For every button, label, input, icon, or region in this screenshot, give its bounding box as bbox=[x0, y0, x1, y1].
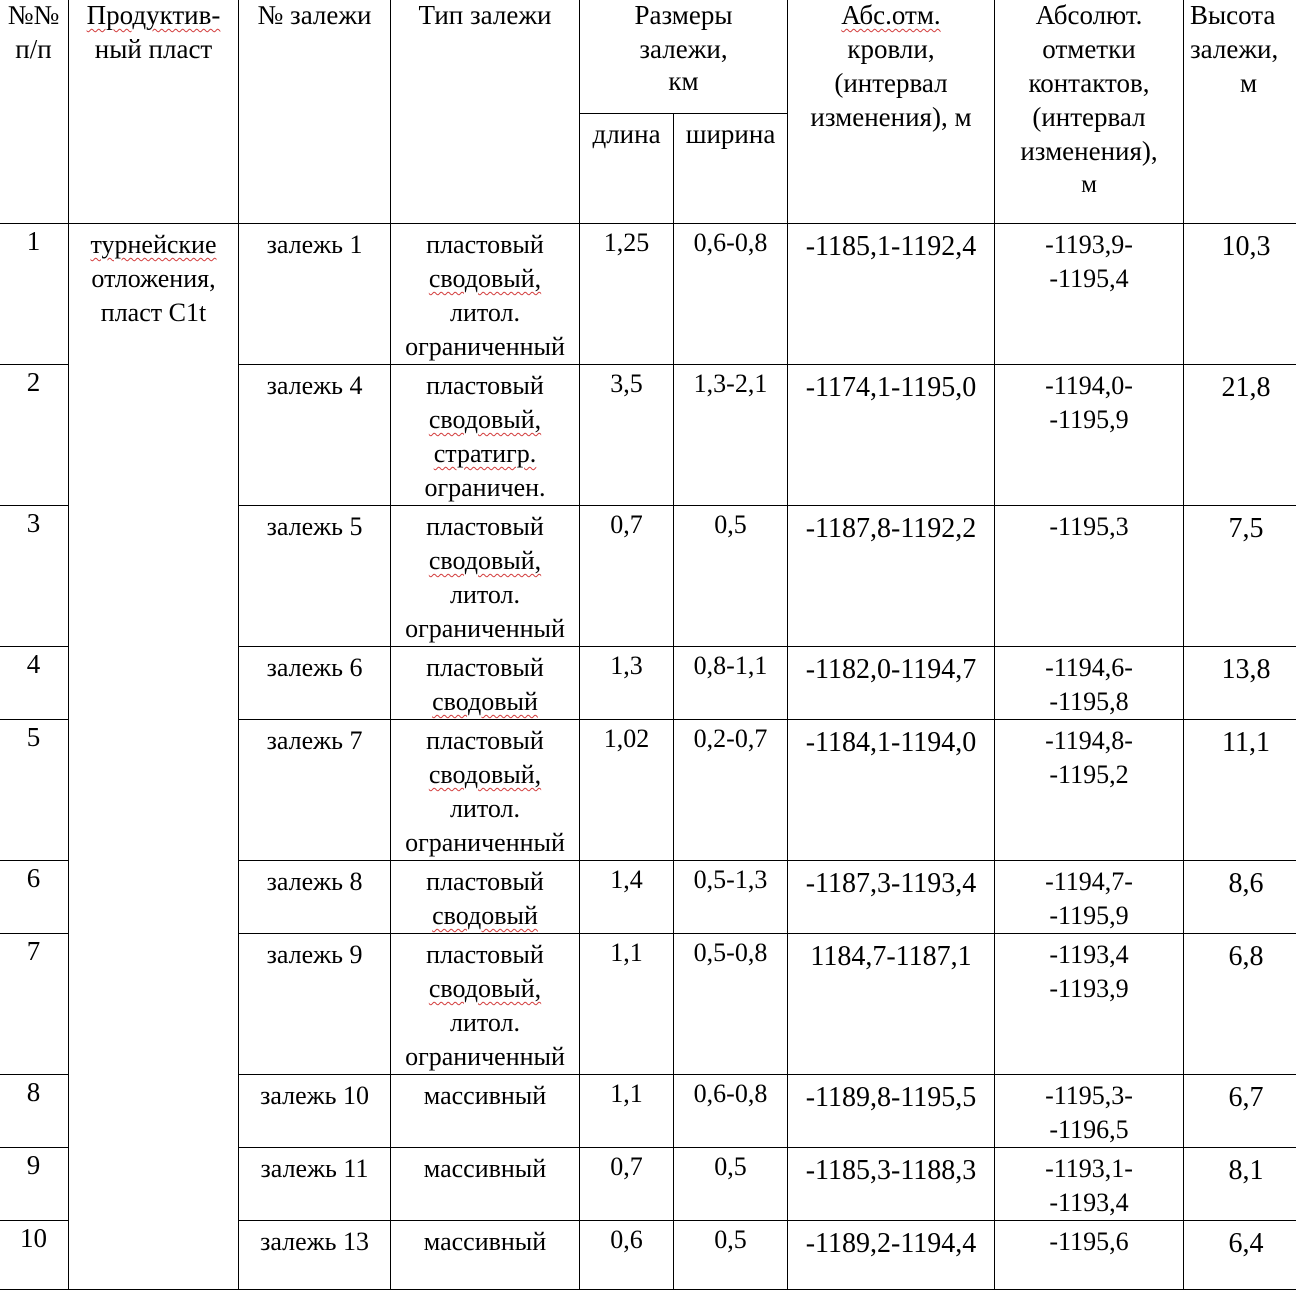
deposit-height: 13,8 bbox=[1184, 647, 1296, 720]
roof-elevation: 1184,7-1187,1 bbox=[788, 934, 995, 1075]
deposit-type-line: сводовый, bbox=[391, 972, 579, 1006]
row-number: 9 bbox=[0, 1148, 69, 1221]
contact-elevation-line: -1195,4 bbox=[995, 262, 1183, 296]
deposit-height: 6,8 bbox=[1184, 934, 1296, 1075]
deposit-name: залежь 9 bbox=[239, 934, 391, 1075]
contact-elevation-line: -1195,9 bbox=[995, 899, 1183, 933]
deposit-type-line bbox=[391, 1006, 579, 1040]
deposit-type-line: пластовый bbox=[391, 369, 579, 403]
roof-elevation: -1184,1-1194,0 bbox=[788, 720, 995, 861]
row-number: 3 bbox=[0, 506, 69, 647]
table-row bbox=[0, 224, 1296, 365]
header-col-height bbox=[1184, 0, 1296, 224]
header-col-contacts-line5: изменения), bbox=[995, 134, 1183, 168]
contact-elevation bbox=[995, 1148, 1184, 1221]
deposit-name: залежь 11 bbox=[239, 1148, 391, 1221]
header-col-roof-line1: Абс.отм. bbox=[788, 0, 994, 32]
contact-elevation bbox=[995, 720, 1184, 861]
deposit-height: 10,3 bbox=[1184, 224, 1296, 365]
header-col-size-line3: км bbox=[580, 66, 787, 96]
deposit-type-line bbox=[391, 792, 579, 826]
deposit-name: залежь 5 bbox=[239, 506, 391, 647]
deposit-type bbox=[391, 647, 580, 720]
contact-elevation-line: -1195,9 bbox=[995, 403, 1183, 437]
header-col-layer-line2: ный пласт bbox=[69, 32, 238, 66]
header-col-layer-line1: Продуктив- bbox=[69, 0, 238, 32]
contact-elevation bbox=[995, 365, 1184, 506]
contact-elevation-line: -1194,6- bbox=[995, 651, 1183, 685]
deposit-type-line: сводовый, bbox=[391, 758, 579, 792]
deposit-type-word: стратигр. bbox=[434, 439, 537, 468]
deposit-type bbox=[391, 720, 580, 861]
deposit-length: 3,5 bbox=[580, 365, 674, 506]
contact-elevation bbox=[995, 861, 1184, 934]
roof-elevation: -1189,2-1194,4 bbox=[788, 1221, 995, 1290]
header-col-roof bbox=[788, 0, 995, 224]
header-col-roof-line3: (интервал bbox=[788, 66, 994, 100]
deposit-type-line bbox=[391, 296, 579, 330]
table-body bbox=[0, 224, 1296, 1290]
roof-elevation: -1182,0-1194,7 bbox=[788, 647, 995, 720]
deposit-type-line: ограничен. bbox=[391, 471, 579, 505]
contact-elevation-line: -1193,1- bbox=[995, 1152, 1183, 1186]
contact-elevation-line: -1195,8 bbox=[995, 685, 1183, 719]
header-col-roof-line4: изменения), м bbox=[788, 100, 994, 134]
productive-layer-line: отложения, bbox=[69, 262, 238, 296]
deposit-length: 0,7 bbox=[580, 506, 674, 647]
header-col-contacts-line4: (интервал bbox=[995, 100, 1183, 134]
contact-elevation bbox=[995, 224, 1184, 365]
deposit-height: 6,7 bbox=[1184, 1075, 1296, 1148]
deposit-type-word: литол. bbox=[450, 580, 520, 609]
deposit-width: 0,2-0,7 bbox=[674, 720, 788, 861]
header-col-contacts-line1: Абсолют. bbox=[995, 0, 1183, 32]
roof-elevation: -1187,8-1192,2 bbox=[788, 506, 995, 647]
contact-elevation-line: -1193,4 bbox=[995, 1186, 1183, 1220]
deposit-width: 0,5 bbox=[674, 1221, 788, 1290]
deposit-height: 21,8 bbox=[1184, 365, 1296, 506]
deposit-type bbox=[391, 506, 580, 647]
row-number: 4 bbox=[0, 647, 69, 720]
deposit-type-line: пластовый bbox=[391, 228, 579, 262]
header-col-size-line1: Размеры bbox=[580, 0, 787, 32]
deposit-width: 0,5-1,3 bbox=[674, 861, 788, 934]
deposit-type bbox=[391, 1221, 580, 1290]
deposit-type-line: сводовый, bbox=[391, 262, 579, 296]
deposit-type-line: сводовый, bbox=[391, 403, 579, 437]
deposit-type bbox=[391, 224, 580, 365]
deposit-width: 0,5-0,8 bbox=[674, 934, 788, 1075]
deposit-height: 8,6 bbox=[1184, 861, 1296, 934]
row-number: 2 bbox=[0, 365, 69, 506]
row-number: 6 bbox=[0, 861, 69, 934]
contact-elevation bbox=[995, 1075, 1184, 1148]
roof-elevation: -1189,8-1195,5 bbox=[788, 1075, 995, 1148]
contact-elevation bbox=[995, 647, 1184, 720]
contact-elevation-line: -1196,5 bbox=[995, 1113, 1183, 1147]
deposit-type-line bbox=[391, 437, 579, 471]
deposit-width: 0,8-1,1 bbox=[674, 647, 788, 720]
deposit-length: 1,02 bbox=[580, 720, 674, 861]
header-col-contacts bbox=[995, 0, 1184, 224]
deposit-type bbox=[391, 934, 580, 1075]
header-col-roof-line2: кровли, bbox=[788, 32, 994, 66]
deposit-width: 0,5 bbox=[674, 1148, 788, 1221]
deposit-length: 1,25 bbox=[580, 224, 674, 365]
row-number: 8 bbox=[0, 1075, 69, 1148]
header-col-size-width: ширина bbox=[674, 114, 788, 224]
contact-elevation-line: -1195,3- bbox=[995, 1079, 1183, 1113]
deposit-type-line: ограниченный bbox=[391, 612, 579, 646]
productive-layer-line: пласт C1t bbox=[69, 296, 238, 330]
roof-elevation: -1174,1-1195,0 bbox=[788, 365, 995, 506]
contact-elevation-line: -1195,6 bbox=[995, 1225, 1183, 1259]
header-col-height-line2: залежи, bbox=[1190, 32, 1296, 66]
deposit-type-line: массивный bbox=[391, 1152, 579, 1186]
deposit-length: 0,6 bbox=[580, 1221, 674, 1290]
header-col-contacts-line2: отметки bbox=[995, 32, 1183, 66]
header-col-size-line2: залежи, bbox=[580, 32, 787, 66]
deposit-type-line: ограниченный bbox=[391, 826, 579, 860]
deposit-length: 1,1 bbox=[580, 1075, 674, 1148]
header-col-contacts-line3: контактов, bbox=[995, 66, 1183, 100]
deposit-type-line: пластовый bbox=[391, 651, 579, 685]
contact-elevation bbox=[995, 934, 1184, 1075]
header-col-num bbox=[0, 0, 69, 224]
deposit-width: 0,6-0,8 bbox=[674, 1075, 788, 1148]
deposit-length: 1,1 bbox=[580, 934, 674, 1075]
deposit-height: 11,1 bbox=[1184, 720, 1296, 861]
header-col-num-line1: №№ bbox=[0, 0, 68, 32]
deposit-name: залежь 10 bbox=[239, 1075, 391, 1148]
deposit-type-line: пластовый bbox=[391, 938, 579, 972]
productive-layer-cell bbox=[69, 224, 239, 1290]
row-number: 10 bbox=[0, 1221, 69, 1290]
deposit-width: 1,3-2,1 bbox=[674, 365, 788, 506]
deposit-type-line: ограниченный bbox=[391, 330, 579, 364]
header-col-num-line2: п/п bbox=[0, 32, 68, 66]
contact-elevation-line: -1194,8- bbox=[995, 724, 1183, 758]
header-col-height-line1: Высота bbox=[1190, 0, 1296, 32]
deposit-type-line: сводовый bbox=[391, 685, 579, 719]
deposit-type-line: массивный bbox=[391, 1079, 579, 1113]
contact-elevation-line: -1193,4 bbox=[995, 938, 1183, 972]
deposit-type-word: литол. bbox=[450, 298, 520, 327]
contact-elevation bbox=[995, 1221, 1184, 1290]
contact-elevation-line: -1193,9 bbox=[995, 972, 1183, 1006]
deposit-type-word: литол. bbox=[450, 794, 520, 823]
deposit-type-line: ограниченный bbox=[391, 1040, 579, 1074]
deposit-width: 0,5 bbox=[674, 506, 788, 647]
deposit-name: залежь 6 bbox=[239, 647, 391, 720]
deposit-type-line: пластовый bbox=[391, 865, 579, 899]
deposit-width: 0,6-0,8 bbox=[674, 224, 788, 365]
deposit-type-line: пластовый bbox=[391, 510, 579, 544]
deposit-height: 7,5 bbox=[1184, 506, 1296, 647]
roof-elevation: -1187,3-1193,4 bbox=[788, 861, 995, 934]
header-col-height-line3: м bbox=[1190, 66, 1296, 100]
contact-elevation-line: -1194,7- bbox=[995, 865, 1183, 899]
deposit-length: 0,7 bbox=[580, 1148, 674, 1221]
deposit-type bbox=[391, 1148, 580, 1221]
header-col-layer bbox=[69, 0, 239, 224]
header-col-type: Тип залежи bbox=[391, 0, 580, 224]
deposit-type-word: литол. bbox=[450, 1008, 520, 1037]
deposit-length: 1,4 bbox=[580, 861, 674, 934]
deposit-height: 6,4 bbox=[1184, 1221, 1296, 1290]
row-number: 5 bbox=[0, 720, 69, 861]
contact-elevation-line: -1195,3 bbox=[995, 510, 1183, 544]
table-header bbox=[0, 0, 1296, 224]
deposit-name: залежь 8 bbox=[239, 861, 391, 934]
contact-elevation-line: -1194,0- bbox=[995, 369, 1183, 403]
row-number: 1 bbox=[0, 224, 69, 365]
productive-layer-line: турнейские bbox=[69, 228, 238, 262]
contact-elevation-line: -1195,2 bbox=[995, 758, 1183, 792]
row-number: 7 bbox=[0, 934, 69, 1075]
deposit-type-line: пластовый bbox=[391, 724, 579, 758]
header-col-size bbox=[580, 0, 788, 114]
deposit-type-line: сводовый, bbox=[391, 544, 579, 578]
deposit-name: залежь 13 bbox=[239, 1221, 391, 1290]
contact-elevation bbox=[995, 506, 1184, 647]
deposit-type bbox=[391, 861, 580, 934]
header-col-deposit: № залежи bbox=[239, 0, 391, 224]
deposit-length: 1,3 bbox=[580, 647, 674, 720]
deposit-name: залежь 1 bbox=[239, 224, 391, 365]
roof-elevation: -1185,3-1188,3 bbox=[788, 1148, 995, 1221]
deposit-height: 8,1 bbox=[1184, 1148, 1296, 1221]
deposit-type-line: сводовый bbox=[391, 899, 579, 933]
header-col-size-length: длина bbox=[580, 114, 674, 224]
header-col-contacts-line6: м bbox=[995, 168, 1183, 202]
deposit-type-line: массивный bbox=[391, 1225, 579, 1259]
deposit-name: залежь 7 bbox=[239, 720, 391, 861]
roof-elevation: -1185,1-1192,4 bbox=[788, 224, 995, 365]
deposit-name: залежь 4 bbox=[239, 365, 391, 506]
deposit-type bbox=[391, 365, 580, 506]
deposit-type bbox=[391, 1075, 580, 1148]
contact-elevation-line: -1193,9- bbox=[995, 228, 1183, 262]
deposit-type-line bbox=[391, 578, 579, 612]
